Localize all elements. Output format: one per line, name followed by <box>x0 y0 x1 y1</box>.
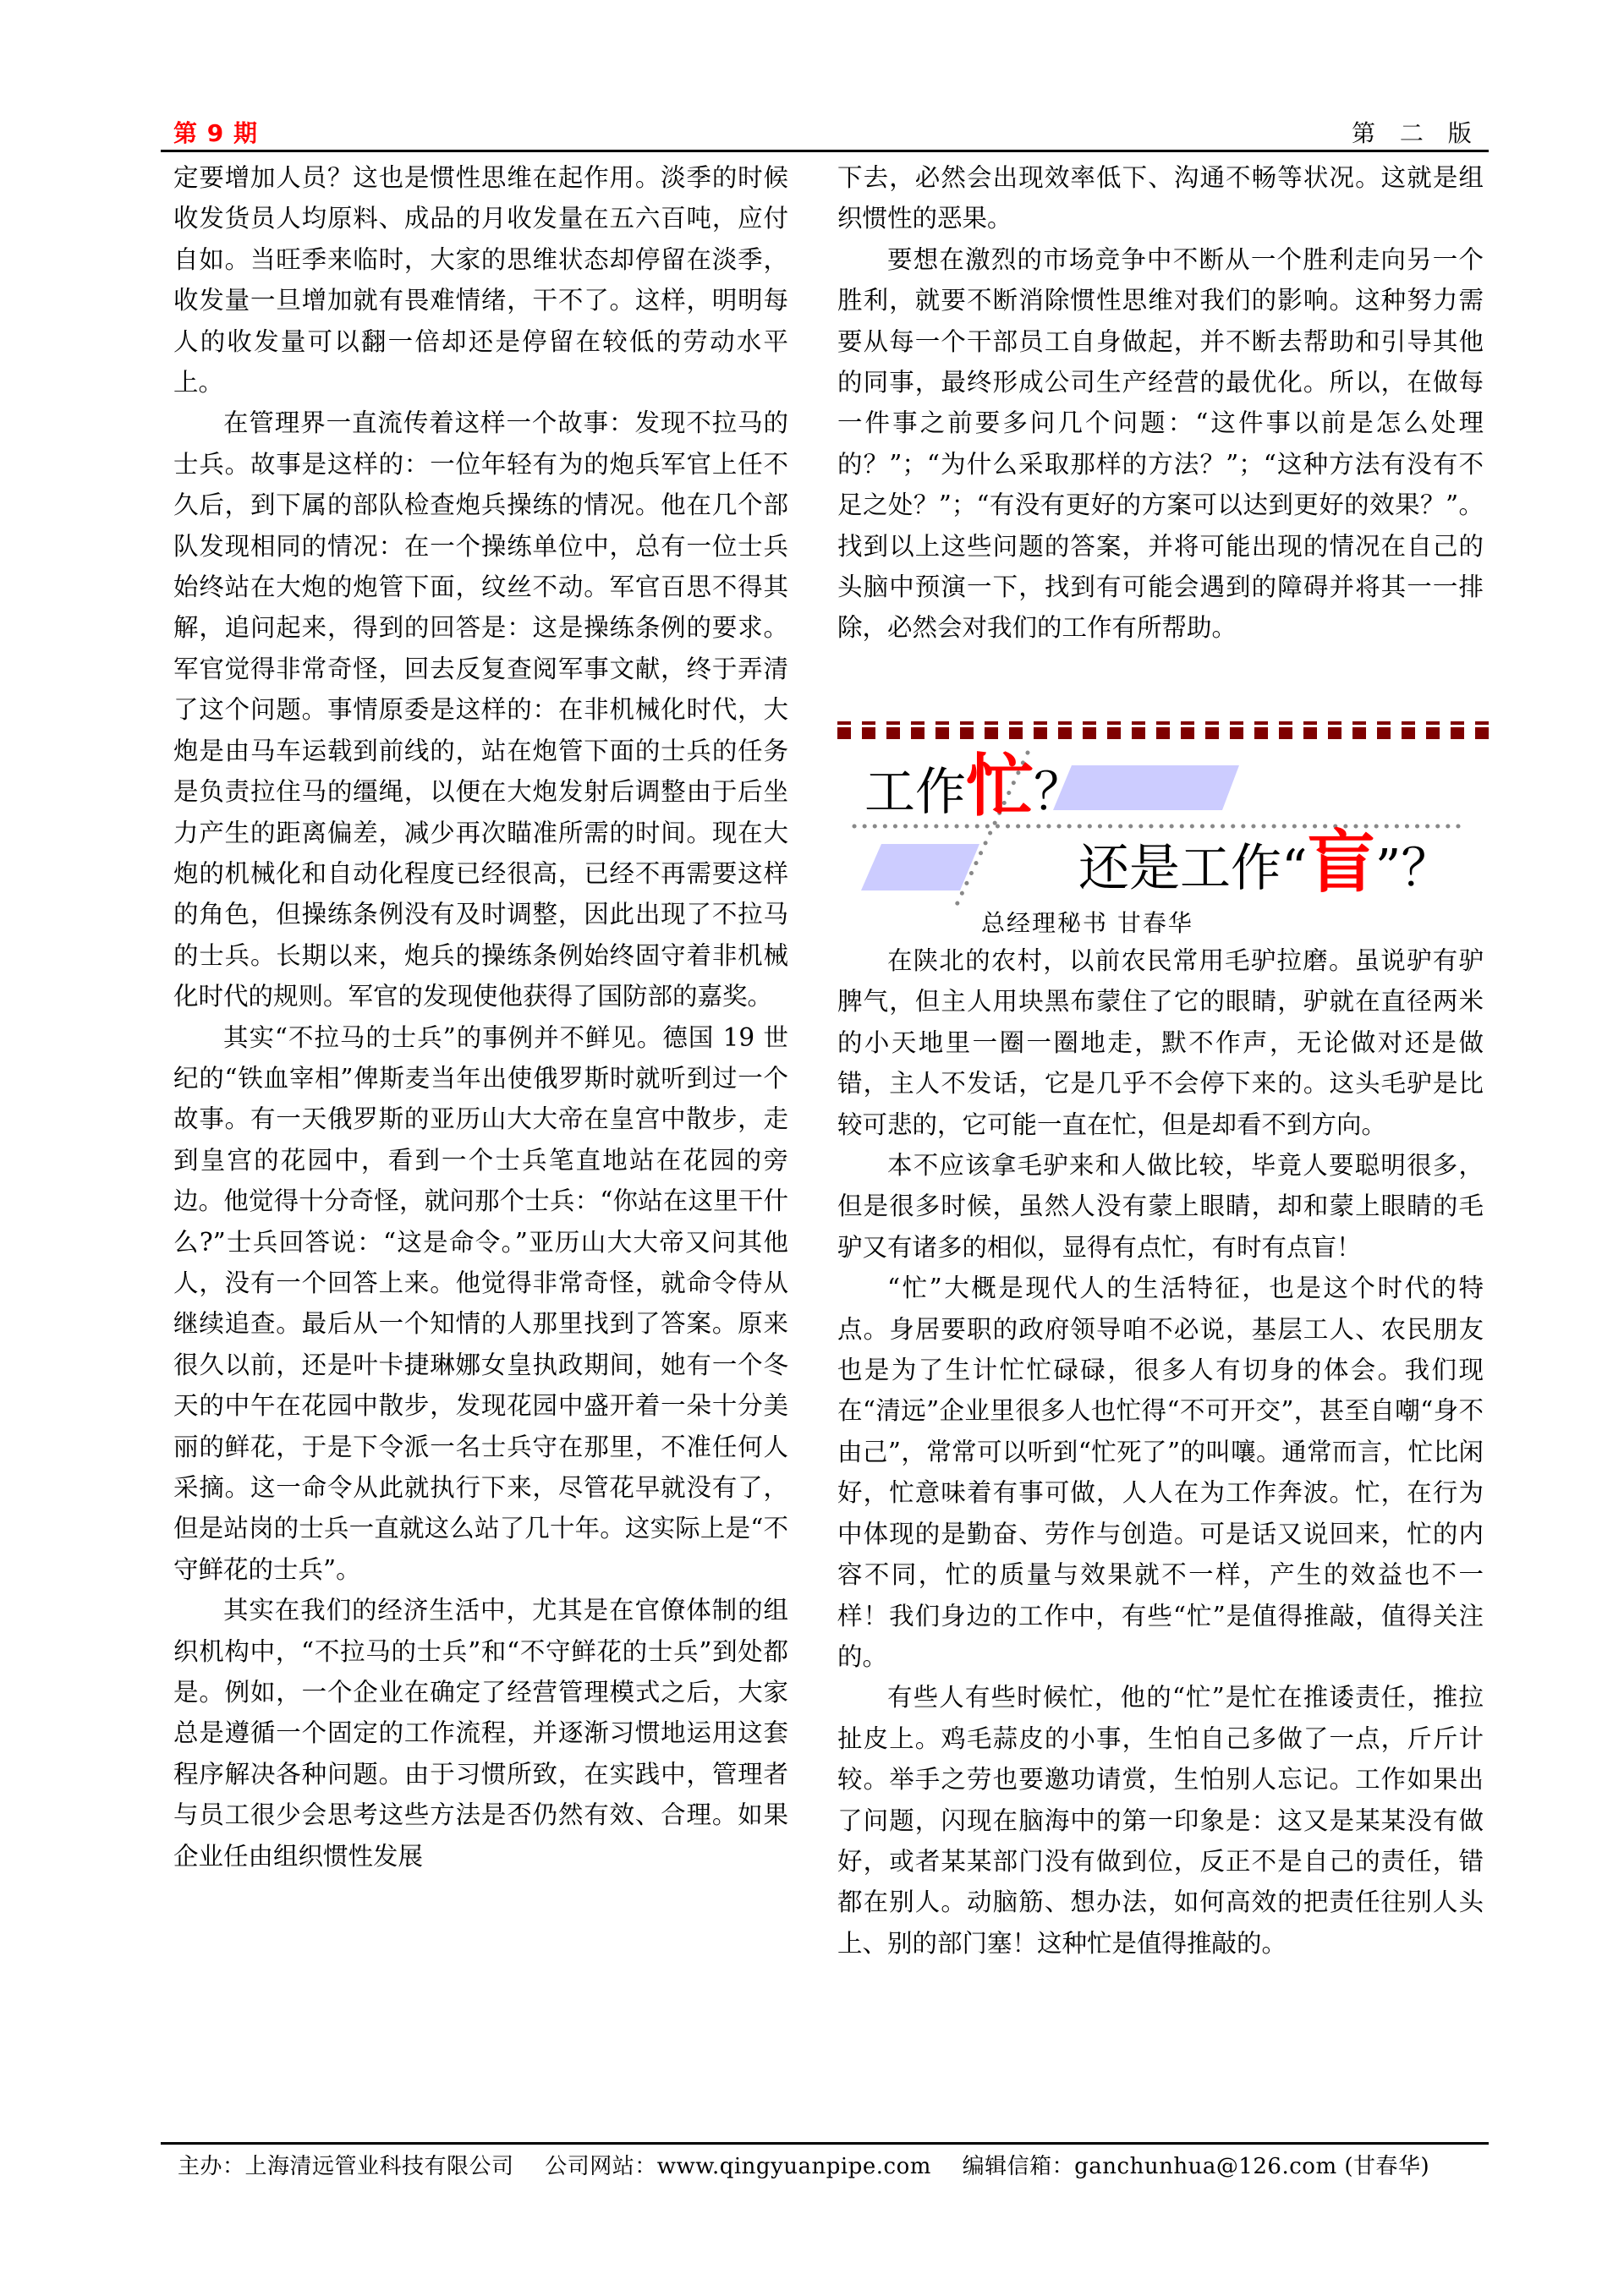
article-author: 总经理秘书 甘春华 <box>981 909 1193 937</box>
section-divider <box>837 721 1489 740</box>
paragraph: 下去，必然会出现效率低下、沟通不畅等状况。这就是组织惯性的恶果。 <box>837 163 1484 233</box>
left-column <box>173 157 788 1877</box>
title-line-1: 工作忙？ <box>864 747 1084 825</box>
footer <box>178 2149 1453 2180</box>
title-highlight-blind: 盲 <box>1307 823 1375 901</box>
paragraph: “忙”大概是现代人的生活特征，也是这个时代的特点。身居要职的政府领导咱不必说，基层工人、农民朋友也是为了生计忙忙碌碌，很多人有切身的体会。我们现在“清远”企业里很多人也忙得“不可开交”，甚至自嘲“身不由己”，常常可以听到“忙死了”的叫嚷。通常而言，忙比闲好，忙意味着有事可做，人人在为工作奔波。忙，在行为中体现的是勤奋、劳作与创造。可是话又说回来，忙的内容不同，忙的质量与效果就不一样，产生的效益也不一样！我们身边的工作中，有些“忙”是值得推敲，值得关注的。 <box>837 1274 1484 1671</box>
paragraph: 要想在激烈的市场竞争中不断从一个胜利走向另一个胜利，就要不断消除惯性思维对我们的影响。这种努力需要从每一个干部员工自身做起，并不断去帮助和引导其他的同事，最终形成公司生产经营的最优化。所以，在做每一件事之前要多问几个问题：“这件事以前是怎么处理的？”；“为什么采取那样的方法？”；“这种方法有没有不足之处？”；“有没有更好的方案可以达到更好的效果？”。找到以上这些问题的答案，并将可能出现的情况在自己的头脑中预演一下，找到有可能会遇到的障碍并将其一一排除，必然会对我们的工作有所帮助。 <box>837 244 1484 643</box>
paragraph: 其实在我们的经济生活中，尤其是在官僚体制的组织机构中，“不拉马的士兵”和“不守鲜花的士兵”到处都是。例如，一个企业在确定了经营管理模式之后，大家总是遵循一个固定的工作流程，并逐渐习惯地运用这套程序解决各种问题。由于习惯所致，在实践中，管理者与员工很少会思考这些方法是否仍然有效、合理。如果企业任由组织惯性发展 <box>173 1596 788 1871</box>
paragraph: 有些人有些时候忙，他的“忙”是忙在推诿责任，推拉扯皮上。鸡毛蒜皮的小事，生怕自己多做了一点，斤斤计较。举手之劳也要邀功请赏，生怕别人忘记。工作如果出了问题，闪现在脑海中的第一印象是：这又是某某没有做好，或者某某部门没有做到位，反正不是自己的责任，错都在别人。动脑筋、想办法，如何高效的把责任往别人头上、别的部门塞！这种忙是值得推敲的。 <box>837 1683 1484 1958</box>
issue-number: 第 9 期 <box>173 119 258 147</box>
header-rule <box>161 150 1489 152</box>
footer-rule <box>161 2142 1489 2145</box>
edition-label: 第 二 版 <box>1352 119 1480 147</box>
right-column-article <box>837 940 1484 1964</box>
paragraph: 本不应该拿毛驴来和人做比较，毕竟人要聪明很多，但是很多时候，虽然人没有蒙上眼睛，却和蒙上眼睛的毛驴又有诸多的相似，显得有点忙，有时有点盲！ <box>837 1151 1484 1262</box>
paragraph: 其实“不拉马的士兵”的事例并不鲜见。德国 19 世纪的“铁血宰相”俾斯麦当年出使俄罗斯时就听到过一个故事。有一天俄罗斯的亚历山大大帝在皇宫中散步，走到皇宫的花园中，看到一个士兵笔直地站在花园的旁边。他觉得十分奇怪，就问那个士兵：“你站在这里干什么?”士兵回答说：“这是命令。”亚历山大大帝又问其他人，没有一个回答上来。他觉得非常奇怪，就命令侍从继续追查。最后从一个知情的人那里找到了答案。原来很久以前，还是叶卡捷琳娜女皇执政期间，她有一个冬天的中午在花园中散步，发现花园中盛开着一朵十分美丽的鲜花，于是下令派一名士兵守在那里，不准任何人采摘。这一命令从此就执行下来，尽管花早就没有了，但是站岗的士兵一直就这么站了几十年。这实际上是“不守鲜花的士兵”。 <box>173 1022 788 1584</box>
paragraph: 定要增加人员？这也是惯性思维在起作用。淡季的时候收发货员人均原料、成品的月收发量在五六百吨，应付自如。当旺季来临时，大家的思维状态却停留在淡季，收发量一旦增加就有畏难情绪，干不了。这样，明明每人的收发量可以翻一倍却还是停留在较低的劳动水平上。 <box>173 163 788 397</box>
article-title-graphic <box>837 744 1489 913</box>
title-highlight-busy: 忙 <box>966 747 1034 825</box>
right-column-top <box>837 157 1484 649</box>
paragraph: 在陕北的农村，以前农民常用毛驴拉磨。虽说驴有驴脾气，但主人用块黑布蒙住了它的眼睛，驴就在直径两米的小天地里一圈一圈地走，默不作声，无论做对还是做错，主人不发话，它是几乎不会停下来的。这头毛驴是比较可悲的，它可能一直在忙，但是却看不到方向。 <box>837 946 1484 1139</box>
footer-website-link[interactable]: 公司网站：www.qingyuanpipe.com <box>545 2154 931 2179</box>
footer-email-link[interactable]: 编辑信箱：ganchunhua@126.com (甘春华) <box>962 2154 1430 2179</box>
title-line-2: 还是工作“盲”？ <box>1078 823 1452 901</box>
paragraph: 在管理界一直流传着这样一个故事：发现不拉马的士兵。故事是这样的：一位年轻有为的炮兵军官上任不久后，到下属的部队检查炮兵操练的情况。他在几个部队发现相同的情况：在一个操练单位中，总有一位士兵始终站在大炮的炮管下面，纹丝不动。军官百思不得其解，追问起来，得到的回答是：这是操练条例的要求。军官觉得非常奇怪，回去反复查阅军事文献，终于弄清了这个问题。事情原委是这样的：在非机械化时代，大炮是由马车运载到前线的，站在炮管下面的士兵的任务是负责拉住马的缰绳，以便在大炮发射后调整由于后坐力产生的距离偏差，减少再次瞄准所需的时间。现在大炮的机械化和自动化程度已经很高，已经不再需要这样的角色，但操练条例没有及时调整，因此出现了不拉马的士兵。长期以来，炮兵的操练条例始终固守着非机械化时代的规则。军官的发现使他获得了国防部的嘉奖。 <box>173 408 788 1011</box>
footer-sponsor: 主办：上海清远管业科技有限公司 <box>178 2154 514 2179</box>
